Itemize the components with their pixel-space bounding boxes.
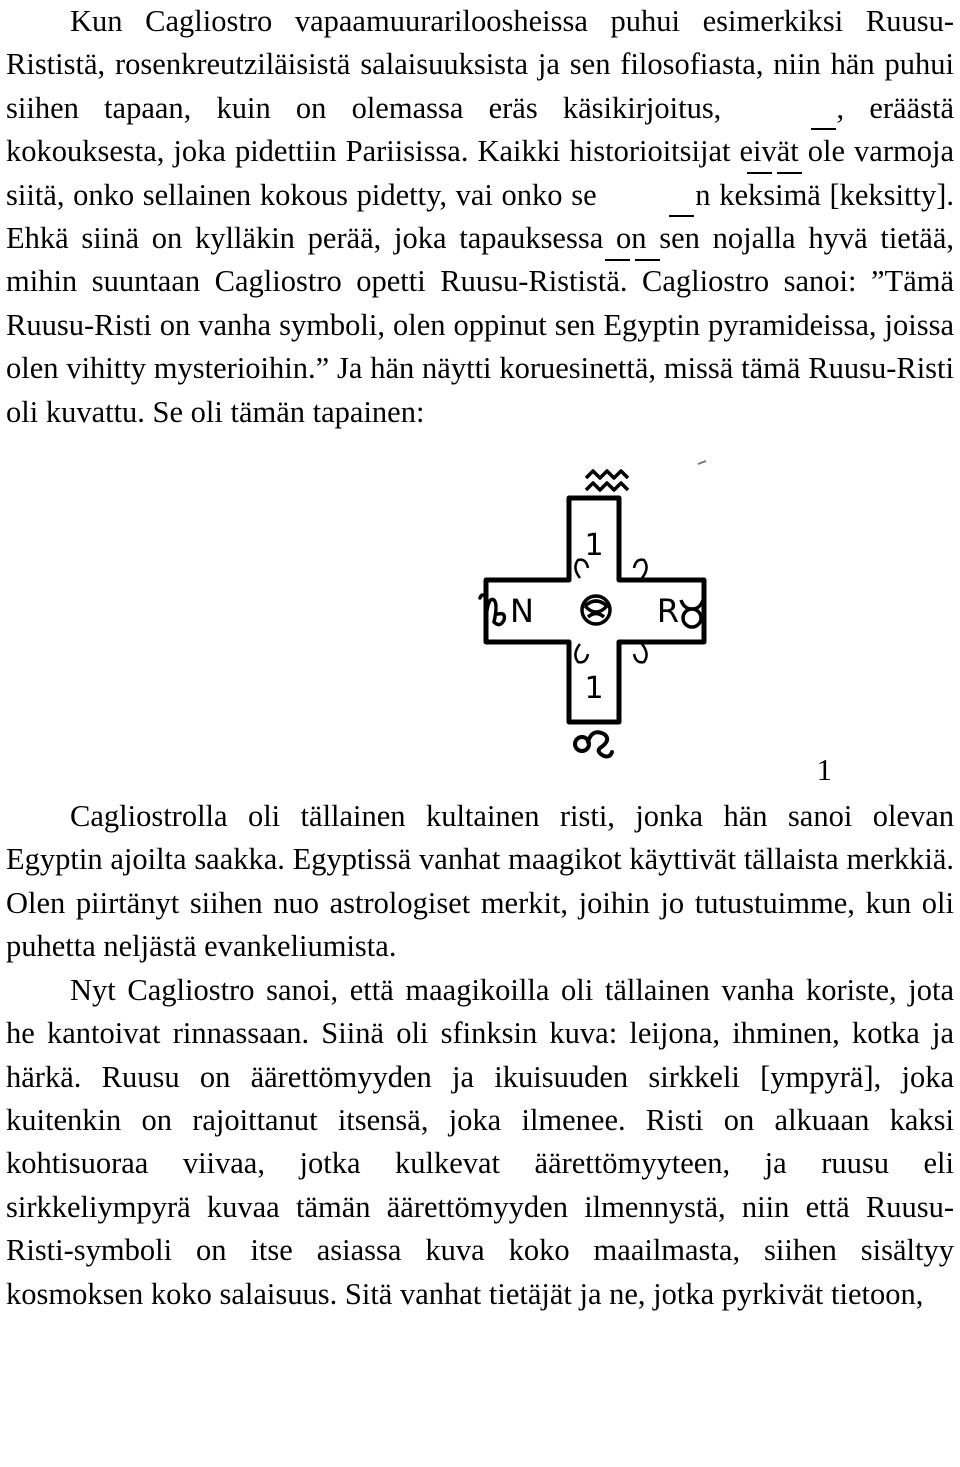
cross-label-top: 1 xyxy=(584,528,604,564)
paragraph-intro xyxy=(6,0,954,434)
omitted-name-dash xyxy=(605,192,695,193)
aquarius-sign-icon xyxy=(586,471,628,490)
omitted-name-dash xyxy=(747,105,837,106)
leo-sign-icon xyxy=(575,732,612,756)
rose-cross-figure xyxy=(6,460,954,795)
cross-label-right: R xyxy=(656,592,680,631)
paragraph-symbolism: Nyt Cagliostro sanoi, että maagikoilla oli tällainen vanha koriste, jota he kantoivat rinnassaan. Siinä oli sfinksin kuva: leijona, ihminen, kotka ja härkä. Ruusu on äärettömyyden ja ikuisuuden sirkkeli [ympyrä], joka kuitenkin on rajoittanut itsensä, joka ilmenee. Risti on alkuaan kaksi kohtisuoraa viivaa, jotka kulkevat äärettömyyteen, ja ruusu eli sirkkeliympyrä kuvaa tämän äärettömyyden ilmennystä, niin että Ruusu-Risti-symboli on itse asiassa kuva koko maailmasta, siihen sisältyy kosmoksen koko salaisuus. Sitä vanhat tietäjät ja ne, jotka pyrkivät tietoon, xyxy=(6,972,954,1311)
paragraph-intro-part-c: n keksimä [keksitty]. Ehkä siinä on kylläkin perää, joka tapauksessa on sen nojalla hyvä tietää, mihin suuntaan Cagliostro opetti Ruusu-Rististä. Cagliostro sanoi: ”Tämä Ruusu-Risti on vanha symboli, olen oppinut sen Egyptin pyramideissa, joissa olen vihitty mysterioihin.” Ja hän näytti koruesinettä, missä tämä Ruusu-Risti oli kuvattu. Se oli tämän tapainen: xyxy=(6,177,955,429)
paragraph-intro-part-b: , eräästä kokouksesta, joka pidettiin Pariisissa. Kaikki historioitsijat eivät ole varmoja siitä, onko sellainen kokous pidetty, vai onko se xyxy=(6,90,954,212)
taurus-sign-icon xyxy=(681,600,703,627)
paragraph-intro-part-a: Kun Cagliostro vapaamuurariloosheissa puhui esimerkiksi Ruusu-Rististä, rosenkreutziläisistä salaisuuksista ja sen filosofiasta, niin hän puhui siihen tapaan, kuin on olemassa eräs käsikirjoitus, xyxy=(6,4,954,125)
cross-label-left: N xyxy=(510,592,534,631)
stray-mark xyxy=(698,461,706,464)
cross-label-bottom: 1 xyxy=(584,671,604,707)
rose-icon xyxy=(582,596,610,624)
rose-cross-drawing xyxy=(472,460,712,760)
figure-number: 1 xyxy=(816,753,832,788)
paragraph-cross-description: Cagliostrolla oli tällainen kultainen risti, jonka hän sanoi olevan Egyptin ajoilta saakka. Egyptissä vanhat maagikot käyttivät tällaista merkkiä. Olen piirtänyt siihen nuo astrologiset merkit, joihin jo tutustuimme, kun oli puhetta neljästä evankeliumista. xyxy=(6,799,954,964)
document-page xyxy=(6,0,954,1316)
